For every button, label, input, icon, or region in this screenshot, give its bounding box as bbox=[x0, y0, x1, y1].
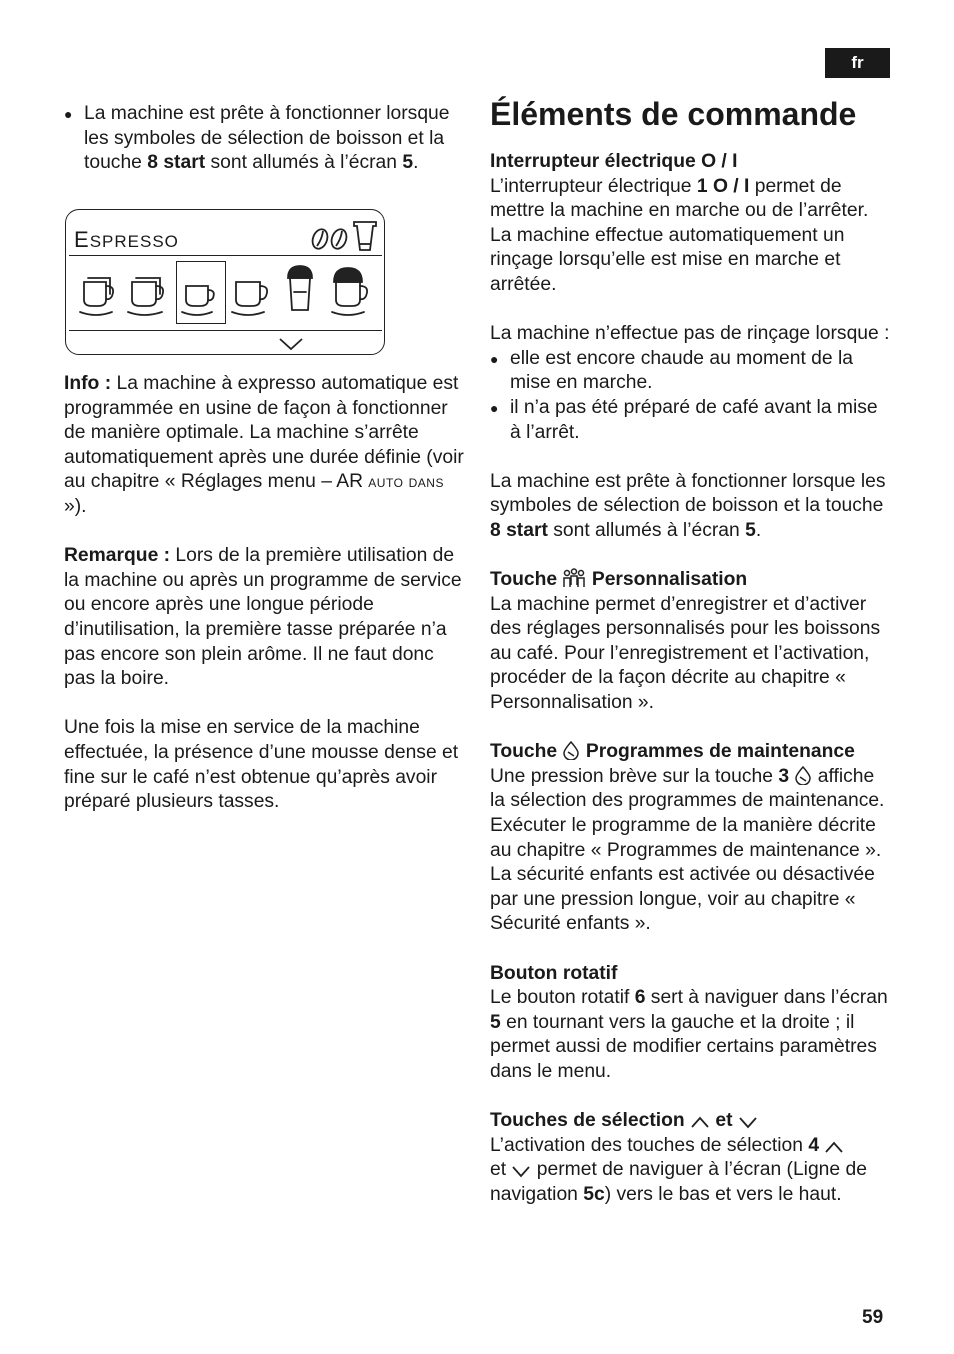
bean-icon bbox=[310, 227, 330, 251]
personalisation-heading: Touche Personnalisation bbox=[490, 569, 748, 591]
left-column bbox=[64, 372, 469, 815]
display-divider bbox=[69, 255, 382, 256]
rinse-intro: La machine n’effectue pas de rinçage lorsque : bbox=[490, 323, 890, 345]
milk-jug-icon bbox=[332, 268, 367, 315]
chevron-down-icon bbox=[278, 337, 304, 351]
cup-fill-icon bbox=[354, 222, 376, 250]
language-tab: fr bbox=[825, 48, 890, 78]
milk-jug-icon bbox=[288, 266, 312, 310]
chevron-down-icon bbox=[738, 1115, 758, 1129]
personalisation-icon bbox=[562, 568, 586, 588]
rotary-knob-text: Le bouton rotatif 6 sert à naviguer dans l’écran 5 en tournant vers la gauche et la droite ; il permet aussi de modifier certains paramètres dans le menu. bbox=[490, 987, 888, 1082]
remark-paragraph: Remarque : Lors de la première utilisation de la machine ou après un programme de service ou encore après une longue période d’inutilisation, la première tasse préparée n’a pas encore son plein arôme. Il ne faut donc pas la boire. bbox=[64, 545, 462, 690]
bean-icon bbox=[329, 227, 349, 251]
display-illustration bbox=[65, 209, 385, 355]
power-switch-heading: Interrupteur électrique O / I bbox=[490, 151, 738, 172]
display-title: ESPRESSO bbox=[74, 227, 179, 252]
selection-keys-heading: Touches de sélection et bbox=[490, 1109, 890, 1134]
cup-icon bbox=[232, 282, 267, 315]
chevron-down-icon bbox=[511, 1164, 531, 1178]
ready-paragraph: La machine est prête à fonctionner lorsque les symboles de sélection de boisson et la touche 8 start sont allumés à l’écran 5. bbox=[490, 470, 886, 541]
double-cup-icon bbox=[128, 278, 163, 315]
rotary-knob-heading: Bouton rotatif bbox=[490, 962, 618, 984]
rinse-bullet: ● il n’a pas été préparé de café avant la mise à l’arrêt. bbox=[490, 396, 890, 445]
maintenance-heading: Touche Programmes de maintenance bbox=[490, 741, 855, 763]
maintenance-icon bbox=[562, 740, 580, 760]
child-lock-text: La sécurité enfants est activée ou désactivée par une pression longue, voir au chapitre « Sécurité enfants ». bbox=[490, 864, 875, 935]
commissioning-paragraph: Une fois la mise en service de la machine effectuée, la présence d’une mousse dense et fine sur le café n’est obtenue qu’après avoir préparé plusieurs tasses. bbox=[64, 717, 459, 813]
chevron-up-icon bbox=[690, 1115, 710, 1129]
page-number: 59 bbox=[862, 1307, 884, 1328]
selection-keys-text: L’activation des touches de sélection 4 et permet de naviguer à l’écran (Ligne de navigation 5c) vers le bas et vers le haut. bbox=[490, 1134, 867, 1205]
maintenance-icon bbox=[794, 765, 812, 785]
strength-icons bbox=[306, 218, 381, 256]
display-divider bbox=[69, 330, 382, 331]
info-paragraph: Info : La machine à expresso automatique est programmée en usine de façon à fonctionner de manière optimale. La machine s’arrête automatiquement après une durée définie (voir au chapitre « Réglages menu – AR auto dans »). bbox=[64, 373, 464, 517]
double-cup-icon bbox=[80, 278, 113, 315]
rinse-bullet: ● elle est encore chaude au moment de la mise en marche. bbox=[490, 347, 890, 396]
cup-icon bbox=[182, 286, 214, 315]
drink-icons-row bbox=[76, 264, 376, 320]
maintenance-text: Une pression brève sur la touche 3 affiche la sélection des programmes de maintenance. Exécuter le programme de la manière décrite au chapitre « Programmes de maintenance ». bbox=[490, 765, 885, 861]
right-column bbox=[490, 150, 890, 1208]
page-title: Éléments de commande bbox=[490, 96, 857, 132]
power-switch-text: L’interrupteur électrique 1 O / I permet de mettre la machine en marche ou de l’arrêter. La machine effectue automatiquement un rinçage lorsqu’elle est mise en marche et arrêtée. bbox=[490, 175, 869, 295]
bullet-paragraph: ● La machine est prête à fonctionner lorsque les symboles de sélection de boisson et la touche 8 start sont allumés à l’écran 5. bbox=[64, 102, 469, 176]
personalisation-text: La machine permet d’enregistrer et d’activer des réglages personnalisés pour les boissons au café. Pour l’enregistrement et l’activation, procéder de la façon décrite au chapitre « Personnalisation ». bbox=[490, 593, 881, 714]
chevron-up-icon bbox=[824, 1140, 844, 1154]
intro-bullet bbox=[64, 102, 469, 176]
